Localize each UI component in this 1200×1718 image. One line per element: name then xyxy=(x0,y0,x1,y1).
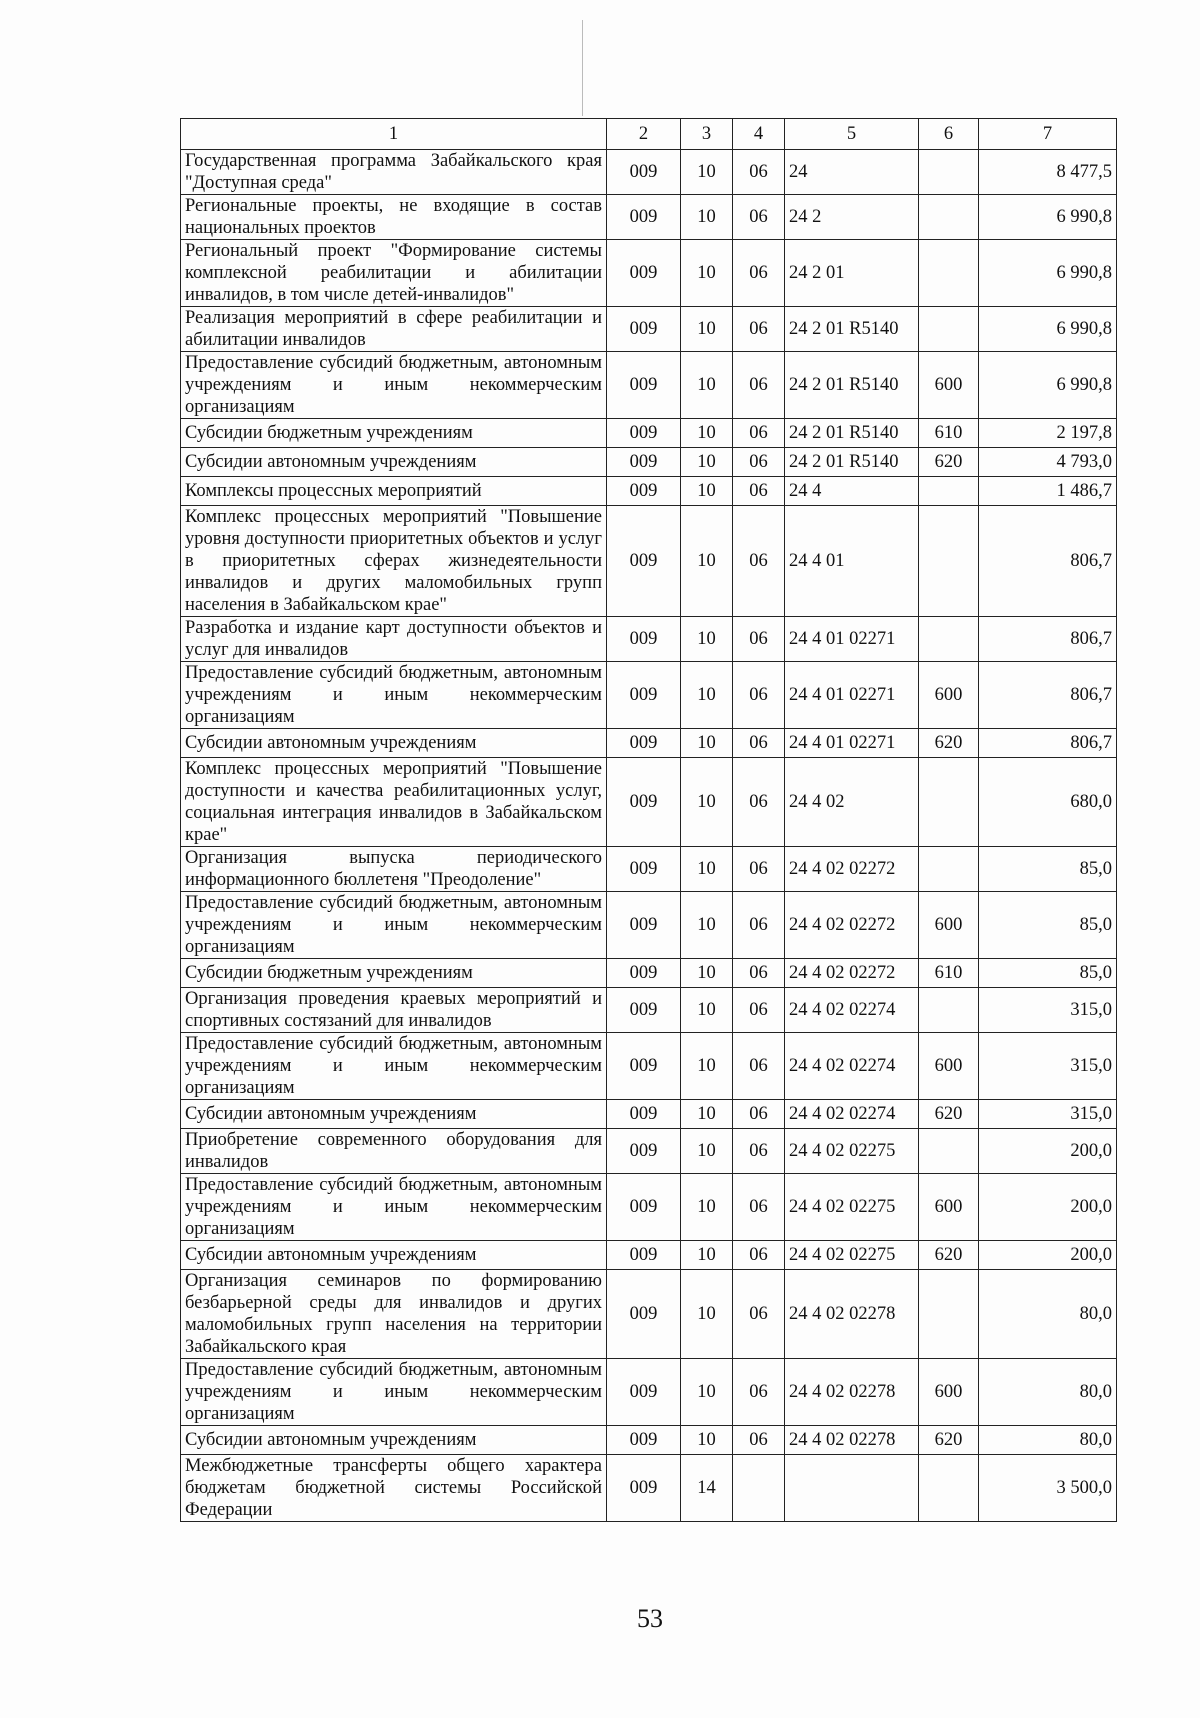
target-article-cell: 24 2 xyxy=(785,195,919,240)
admin-code-cell: 009 xyxy=(607,1100,681,1129)
subsection-cell: 06 xyxy=(733,240,785,307)
amount-cell: 80,0 xyxy=(979,1426,1117,1455)
table-row xyxy=(181,352,1117,419)
subsection-cell: 06 xyxy=(733,352,785,419)
section-cell: 10 xyxy=(681,1174,733,1241)
expense-type-cell: 620 xyxy=(919,1426,979,1455)
header-col-6: 6 xyxy=(919,119,979,150)
table-header-row xyxy=(181,119,1117,150)
expense-type-cell xyxy=(919,195,979,240)
expense-type-cell: 620 xyxy=(919,1100,979,1129)
subsection-cell: 06 xyxy=(733,1129,785,1174)
admin-code-cell: 009 xyxy=(607,1129,681,1174)
section-cell: 10 xyxy=(681,1033,733,1100)
expense-type-cell: 600 xyxy=(919,1359,979,1426)
table-row xyxy=(181,1174,1117,1241)
target-article-cell: 24 4 02 02272 xyxy=(785,959,919,988)
amount-cell: 85,0 xyxy=(979,959,1117,988)
page-number: 53 xyxy=(637,1604,663,1633)
table-row xyxy=(181,1426,1117,1455)
table-row xyxy=(181,959,1117,988)
header-col-5: 5 xyxy=(785,119,919,150)
target-article-cell: 24 4 02 02275 xyxy=(785,1174,919,1241)
table-row xyxy=(181,240,1117,307)
table-row xyxy=(181,419,1117,448)
admin-code-cell: 009 xyxy=(607,1241,681,1270)
subsection-cell: 06 xyxy=(733,892,785,959)
row-name-cell: Организация выпуска периодического информационного бюллетеня "Преодоление" xyxy=(181,847,607,892)
admin-code-cell: 009 xyxy=(607,959,681,988)
row-name-cell: Предоставление субсидий бюджетным, автономным учреждениям и иным некоммерческим организациям xyxy=(181,1174,607,1241)
subsection-cell: 06 xyxy=(733,847,785,892)
budget-table xyxy=(180,118,1117,1522)
admin-code-cell: 009 xyxy=(607,352,681,419)
row-name-cell: Субсидии автономным учреждениям xyxy=(181,1241,607,1270)
amount-cell: 2 197,8 xyxy=(979,419,1117,448)
expense-type-cell: 600 xyxy=(919,1174,979,1241)
scan-artifact-line xyxy=(582,20,583,116)
amount-cell: 315,0 xyxy=(979,988,1117,1033)
subsection-cell: 06 xyxy=(733,729,785,758)
row-name-cell: Субсидии бюджетным учреждениям xyxy=(181,959,607,988)
table-row xyxy=(181,1033,1117,1100)
target-article-cell: 24 2 01 R5140 xyxy=(785,448,919,477)
table-row xyxy=(181,150,1117,195)
subsection-cell: 06 xyxy=(733,195,785,240)
expense-type-cell xyxy=(919,477,979,506)
section-cell: 10 xyxy=(681,617,733,662)
subsection-cell: 06 xyxy=(733,448,785,477)
table-row xyxy=(181,729,1117,758)
amount-cell: 806,7 xyxy=(979,729,1117,758)
section-cell: 10 xyxy=(681,448,733,477)
table-row xyxy=(181,892,1117,959)
section-cell: 10 xyxy=(681,1129,733,1174)
expense-type-cell: 620 xyxy=(919,1241,979,1270)
amount-cell: 806,7 xyxy=(979,506,1117,617)
table-row xyxy=(181,477,1117,506)
amount-cell: 3 500,0 xyxy=(979,1455,1117,1522)
subsection-cell: 06 xyxy=(733,1174,785,1241)
subsection-cell: 06 xyxy=(733,1241,785,1270)
subsection-cell: 06 xyxy=(733,1270,785,1359)
amount-cell: 6 990,8 xyxy=(979,195,1117,240)
table-body xyxy=(181,150,1117,1522)
table-row xyxy=(181,617,1117,662)
target-article-cell: 24 4 02 02275 xyxy=(785,1241,919,1270)
subsection-cell: 06 xyxy=(733,1033,785,1100)
row-name-cell: Субсидии автономным учреждениям xyxy=(181,448,607,477)
target-article-cell: 24 2 01 R5140 xyxy=(785,352,919,419)
target-article-cell: 24 4 01 02271 xyxy=(785,617,919,662)
row-name-cell: Субсидии автономным учреждениям xyxy=(181,1100,607,1129)
admin-code-cell: 009 xyxy=(607,419,681,448)
amount-cell: 200,0 xyxy=(979,1174,1117,1241)
row-name-cell: Комплексы процессных мероприятий xyxy=(181,477,607,506)
admin-code-cell: 009 xyxy=(607,448,681,477)
expense-type-cell xyxy=(919,847,979,892)
target-article-cell: 24 4 02 02274 xyxy=(785,1033,919,1100)
target-article-cell: 24 4 02 02278 xyxy=(785,1426,919,1455)
amount-cell: 6 990,8 xyxy=(979,352,1117,419)
admin-code-cell: 009 xyxy=(607,1426,681,1455)
subsection-cell: 06 xyxy=(733,477,785,506)
expense-type-cell xyxy=(919,617,979,662)
section-cell: 10 xyxy=(681,506,733,617)
target-article-cell: 24 4 02 02278 xyxy=(785,1270,919,1359)
table-row xyxy=(181,307,1117,352)
amount-cell: 8 477,5 xyxy=(979,150,1117,195)
amount-cell: 4 793,0 xyxy=(979,448,1117,477)
table-row xyxy=(181,1455,1117,1522)
expense-type-cell: 620 xyxy=(919,448,979,477)
section-cell: 10 xyxy=(681,892,733,959)
target-article-cell: 24 4 01 02271 xyxy=(785,729,919,758)
expense-type-cell: 610 xyxy=(919,419,979,448)
section-cell: 10 xyxy=(681,1359,733,1426)
expense-type-cell xyxy=(919,150,979,195)
target-article-cell: 24 4 02 02274 xyxy=(785,988,919,1033)
expense-type-cell xyxy=(919,307,979,352)
admin-code-cell: 009 xyxy=(607,1270,681,1359)
expense-type-cell xyxy=(919,1129,979,1174)
amount-cell: 200,0 xyxy=(979,1129,1117,1174)
table-row xyxy=(181,1129,1117,1174)
subsection-cell: 06 xyxy=(733,1359,785,1426)
section-cell: 10 xyxy=(681,195,733,240)
header-col-1: 1 xyxy=(181,119,607,150)
table-row xyxy=(181,195,1117,240)
admin-code-cell: 009 xyxy=(607,988,681,1033)
expense-type-cell: 620 xyxy=(919,729,979,758)
amount-cell: 85,0 xyxy=(979,847,1117,892)
row-name-cell: Предоставление субсидий бюджетным, автономным учреждениям и иным некоммерческим организациям xyxy=(181,1359,607,1426)
amount-cell: 315,0 xyxy=(979,1033,1117,1100)
amount-cell: 200,0 xyxy=(979,1241,1117,1270)
admin-code-cell: 009 xyxy=(607,1359,681,1426)
admin-code-cell: 009 xyxy=(607,307,681,352)
target-article-cell: 24 2 01 R5140 xyxy=(785,419,919,448)
amount-cell: 80,0 xyxy=(979,1270,1117,1359)
table-row xyxy=(181,758,1117,847)
expense-type-cell xyxy=(919,758,979,847)
expense-type-cell: 600 xyxy=(919,662,979,729)
subsection-cell: 06 xyxy=(733,988,785,1033)
row-name-cell: Предоставление субсидий бюджетным, автономным учреждениям и иным некоммерческим организациям xyxy=(181,352,607,419)
table-row xyxy=(181,1270,1117,1359)
target-article-cell: 24 xyxy=(785,150,919,195)
admin-code-cell: 009 xyxy=(607,662,681,729)
target-article-cell: 24 2 01 R5140 xyxy=(785,307,919,352)
admin-code-cell: 009 xyxy=(607,240,681,307)
subsection-cell: 06 xyxy=(733,1100,785,1129)
section-cell: 10 xyxy=(681,1100,733,1129)
subsection-cell: 06 xyxy=(733,617,785,662)
expense-type-cell: 610 xyxy=(919,959,979,988)
subsection-cell: 06 xyxy=(733,506,785,617)
amount-cell: 315,0 xyxy=(979,1100,1117,1129)
section-cell: 14 xyxy=(681,1455,733,1522)
row-name-cell: Предоставление субсидий бюджетным, автономным учреждениям и иным некоммерческим организациям xyxy=(181,892,607,959)
expense-type-cell xyxy=(919,1270,979,1359)
section-cell: 10 xyxy=(681,662,733,729)
expense-type-cell xyxy=(919,240,979,307)
admin-code-cell: 009 xyxy=(607,758,681,847)
row-name-cell: Субсидии автономным учреждениям xyxy=(181,1426,607,1455)
row-name-cell: Предоставление субсидий бюджетным, автономным учреждениям и иным некоммерческим организациям xyxy=(181,662,607,729)
subsection-cell: 06 xyxy=(733,307,785,352)
amount-cell: 1 486,7 xyxy=(979,477,1117,506)
admin-code-cell: 009 xyxy=(607,150,681,195)
row-name-cell: Межбюджетные трансферты общего характера бюджетам бюджетной системы Российской Федерации xyxy=(181,1455,607,1522)
admin-code-cell: 009 xyxy=(607,1033,681,1100)
admin-code-cell: 009 xyxy=(607,477,681,506)
table-row xyxy=(181,1359,1117,1426)
admin-code-cell: 009 xyxy=(607,892,681,959)
target-article-cell: 24 4 01 xyxy=(785,506,919,617)
section-cell: 10 xyxy=(681,988,733,1033)
section-cell: 10 xyxy=(681,847,733,892)
row-name-cell: Организация семинаров по формированию безбарьерной среды для инвалидов и других маломобильных групп населения на территории Забайкальского края xyxy=(181,1270,607,1359)
header-col-3: 3 xyxy=(681,119,733,150)
admin-code-cell: 009 xyxy=(607,729,681,758)
row-name-cell: Региональные проекты, не входящие в состав национальных проектов xyxy=(181,195,607,240)
target-article-cell: 24 4 02 02275 xyxy=(785,1129,919,1174)
section-cell: 10 xyxy=(681,150,733,195)
amount-cell: 806,7 xyxy=(979,617,1117,662)
row-name-cell: Государственная программа Забайкальского края "Доступная среда" xyxy=(181,150,607,195)
subsection-cell: 06 xyxy=(733,959,785,988)
expense-type-cell xyxy=(919,506,979,617)
admin-code-cell: 009 xyxy=(607,1455,681,1522)
row-name-cell: Приобретение современного оборудования для инвалидов xyxy=(181,1129,607,1174)
row-name-cell: Организация проведения краевых мероприятий и спортивных состязаний для инвалидов xyxy=(181,988,607,1033)
header-col-2: 2 xyxy=(607,119,681,150)
admin-code-cell: 009 xyxy=(607,1174,681,1241)
amount-cell: 85,0 xyxy=(979,892,1117,959)
target-article-cell: 24 4 xyxy=(785,477,919,506)
table-row xyxy=(181,1241,1117,1270)
section-cell: 10 xyxy=(681,758,733,847)
admin-code-cell: 009 xyxy=(607,195,681,240)
row-name-cell: Комплекс процессных мероприятий "Повышение уровня доступности приоритетных объектов и услуг в приоритетных сферах жизнедеятельности инвалидов и других маломобильных групп населения в Забайкальском крае" xyxy=(181,506,607,617)
expense-type-cell: 600 xyxy=(919,892,979,959)
target-article-cell: 24 2 01 xyxy=(785,240,919,307)
amount-cell: 6 990,8 xyxy=(979,240,1117,307)
admin-code-cell: 009 xyxy=(607,617,681,662)
subsection-cell: 06 xyxy=(733,662,785,729)
target-article-cell: 24 4 01 02271 xyxy=(785,662,919,729)
section-cell: 10 xyxy=(681,419,733,448)
table-row xyxy=(181,988,1117,1033)
table-row xyxy=(181,506,1117,617)
table-row xyxy=(181,448,1117,477)
table-row xyxy=(181,847,1117,892)
header-col-7: 7 xyxy=(979,119,1117,150)
row-name-cell: Комплекс процессных мероприятий "Повышение доступности и качества реабилитационных услуг, социальная интеграция инвалидов в Забайкальском крае" xyxy=(181,758,607,847)
admin-code-cell: 009 xyxy=(607,847,681,892)
table-row xyxy=(181,1100,1117,1129)
target-article-cell: 24 4 02 02272 xyxy=(785,847,919,892)
section-cell: 10 xyxy=(681,307,733,352)
row-name-cell: Разработка и издание карт доступности объектов и услуг для инвалидов xyxy=(181,617,607,662)
row-name-cell: Реализация мероприятий в сфере реабилитации и абилитации инвалидов xyxy=(181,307,607,352)
amount-cell: 80,0 xyxy=(979,1359,1117,1426)
amount-cell: 680,0 xyxy=(979,758,1117,847)
expense-type-cell: 600 xyxy=(919,1033,979,1100)
target-article-cell xyxy=(785,1455,919,1522)
target-article-cell: 24 4 02 02278 xyxy=(785,1359,919,1426)
amount-cell: 806,7 xyxy=(979,662,1117,729)
target-article-cell: 24 4 02 02274 xyxy=(785,1100,919,1129)
row-name-cell: Субсидии автономным учреждениям xyxy=(181,729,607,758)
subsection-cell: 06 xyxy=(733,419,785,448)
section-cell: 10 xyxy=(681,240,733,307)
section-cell: 10 xyxy=(681,1426,733,1455)
row-name-cell: Региональный проект "Формирование системы комплексной реабилитации и абилитации инвалидов, в том числе детей-инвалидов" xyxy=(181,240,607,307)
row-name-cell: Предоставление субсидий бюджетным, автономным учреждениям и иным некоммерческим организациям xyxy=(181,1033,607,1100)
target-article-cell: 24 4 02 xyxy=(785,758,919,847)
subsection-cell xyxy=(733,1455,785,1522)
amount-cell: 6 990,8 xyxy=(979,307,1117,352)
section-cell: 10 xyxy=(681,959,733,988)
section-cell: 10 xyxy=(681,1270,733,1359)
admin-code-cell: 009 xyxy=(607,506,681,617)
row-name-cell: Субсидии бюджетным учреждениям xyxy=(181,419,607,448)
table-row xyxy=(181,662,1117,729)
section-cell: 10 xyxy=(681,1241,733,1270)
subsection-cell: 06 xyxy=(733,758,785,847)
section-cell: 10 xyxy=(681,352,733,419)
section-cell: 10 xyxy=(681,729,733,758)
expense-type-cell xyxy=(919,1455,979,1522)
header-col-4: 4 xyxy=(733,119,785,150)
target-article-cell: 24 4 02 02272 xyxy=(785,892,919,959)
expense-type-cell: 600 xyxy=(919,352,979,419)
subsection-cell: 06 xyxy=(733,150,785,195)
expense-type-cell xyxy=(919,988,979,1033)
subsection-cell: 06 xyxy=(733,1426,785,1455)
section-cell: 10 xyxy=(681,477,733,506)
